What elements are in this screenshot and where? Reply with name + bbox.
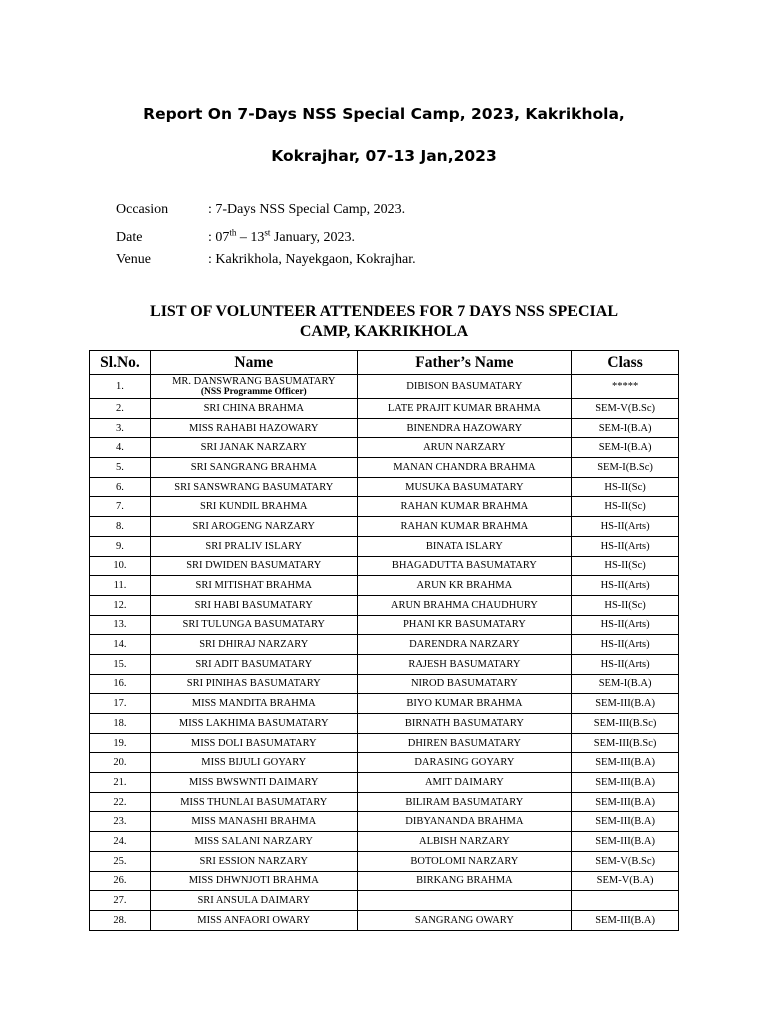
cell-name-text: SRI AROGENG NARZARY bbox=[192, 520, 316, 532]
cell-sl-no bbox=[90, 595, 151, 615]
cell-class bbox=[572, 556, 679, 576]
cell-name-text: MISS RAHABI HAZOWARY bbox=[189, 422, 319, 434]
table-row bbox=[90, 576, 679, 596]
cell-name bbox=[150, 812, 357, 832]
cell-class-text: SEM-I(B.A) bbox=[598, 442, 652, 454]
cell-father-name-text: ARUN NARZARY bbox=[423, 442, 506, 454]
table-row bbox=[90, 871, 679, 891]
cell-class bbox=[572, 576, 679, 596]
cell-father-name-text: DIBISON BASUMATARY bbox=[406, 381, 523, 392]
cell-sl-no bbox=[90, 733, 151, 753]
cell-class-text: ***** bbox=[611, 381, 639, 392]
cell-father-name-text: DHIREN BASUMATARY bbox=[407, 737, 521, 749]
cell-name-text: MISS DHWNJOTI BRAHMA bbox=[188, 875, 319, 887]
cell-class bbox=[572, 694, 679, 714]
cell-name bbox=[150, 536, 357, 556]
cell-class-text: SEM-III(B.A) bbox=[595, 698, 655, 710]
cell-name bbox=[150, 773, 357, 793]
cell-name-text: MISS THUNLAI BASUMATARY bbox=[180, 796, 328, 808]
cell-name bbox=[150, 375, 357, 399]
table-row bbox=[90, 910, 679, 930]
table-row bbox=[90, 832, 679, 852]
table-row bbox=[90, 477, 679, 497]
cell-father-name bbox=[357, 674, 572, 694]
cell-sl-no-text: 7. bbox=[116, 501, 124, 513]
cell-father-name-text: AMIT DAIMARY bbox=[424, 776, 504, 788]
cell-sl-no-text: 15. bbox=[113, 658, 127, 670]
table-row bbox=[90, 399, 679, 419]
cell-father-name bbox=[357, 536, 572, 556]
cell-sl-no-text: 17. bbox=[113, 698, 127, 710]
cell-sl-no-text: 5. bbox=[116, 461, 124, 473]
cell-sl-no-text: 14. bbox=[113, 639, 127, 651]
cell-father-name-text: DIBYANANDA BRAHMA bbox=[405, 816, 524, 828]
cell-sl-no bbox=[90, 635, 151, 655]
cell-sl-no bbox=[90, 615, 151, 635]
cell-name-text: SRI HABI BASUMATARY bbox=[194, 599, 313, 611]
table-header-row bbox=[90, 351, 679, 375]
date-start-day: : 07 bbox=[208, 229, 230, 245]
cell-class bbox=[572, 714, 679, 734]
cell-class-text: SEM-V(B.A) bbox=[596, 875, 654, 887]
cell-father-name-text: MUSUKA BASUMATARY bbox=[405, 481, 524, 493]
cell-father-name-text: DARASING GOYARY bbox=[414, 757, 515, 769]
table-row bbox=[90, 851, 679, 871]
cell-sl-no bbox=[90, 458, 151, 478]
cell-name bbox=[150, 458, 357, 478]
cell-class-text: SEM-V(B.Sc) bbox=[595, 402, 655, 414]
table-row bbox=[90, 674, 679, 694]
table-row bbox=[90, 536, 679, 556]
cell-father-name bbox=[357, 438, 572, 458]
cell-father-name-text: BIRNATH BASUMATARY bbox=[404, 717, 524, 729]
cell-father-name-text: LATE PRAJIT KUMAR BRAHMA bbox=[387, 402, 541, 414]
cell-name bbox=[150, 792, 357, 812]
cell-class bbox=[572, 891, 679, 911]
cell-class bbox=[572, 438, 679, 458]
cell-class-text: SEM-III(B.Sc) bbox=[593, 737, 657, 749]
cell-class-text: SEM-III(B.A) bbox=[595, 914, 655, 926]
date-row bbox=[116, 227, 355, 246]
cell-sl-no-text: 13. bbox=[113, 619, 127, 631]
cell-name-text: MISS BWSWNTI DAIMARY bbox=[189, 776, 319, 788]
venue-label: Venue bbox=[116, 252, 151, 267]
cell-name-text: SRI MITISHAT BRAHMA bbox=[195, 580, 313, 592]
cell-sl-no bbox=[90, 556, 151, 576]
cell-sl-no bbox=[90, 753, 151, 773]
cell-father-name bbox=[357, 615, 572, 635]
cell-father-name bbox=[357, 792, 572, 812]
cell-class bbox=[572, 753, 679, 773]
cell-name bbox=[150, 871, 357, 891]
cell-father-name bbox=[357, 418, 572, 438]
cell-father-name-text: BINATA ISLARY bbox=[425, 540, 503, 552]
date-label: Date bbox=[116, 229, 143, 245]
cell-father-name-text: BILIRAM BASUMATARY bbox=[405, 796, 524, 808]
cell-name bbox=[150, 615, 357, 635]
report-title-line2: Kokrajhar, 07-13 Jan,2023 bbox=[271, 147, 497, 165]
cell-father-name bbox=[357, 654, 572, 674]
cell-father-name bbox=[357, 871, 572, 891]
cell-name-text: MR. DANSWRANG BASUMATARY bbox=[172, 376, 336, 387]
cell-class-text: SEM-III(B.Sc) bbox=[593, 717, 657, 729]
cell-father-name-text: PHANI KR BASUMATARY bbox=[402, 619, 526, 631]
cell-class-text: HS-II(Arts) bbox=[600, 639, 650, 651]
cell-father-name-text: ARUN BRAHMA CHAUDHURY bbox=[390, 599, 538, 611]
cell-father-name bbox=[357, 595, 572, 615]
cell-father-name bbox=[357, 851, 572, 871]
list-heading-line1: LIST OF VOLUNTEER ATTENDEES FOR 7 DAYS NSS SPECIAL bbox=[150, 303, 618, 320]
cell-father-name-text: DARENDRA NARZARY bbox=[409, 639, 520, 651]
cell-father-name-text: ALBISH NARZARY bbox=[419, 835, 510, 847]
cell-sl-no bbox=[90, 851, 151, 871]
cell-name bbox=[150, 910, 357, 930]
cell-class bbox=[572, 517, 679, 537]
cell-name bbox=[150, 694, 357, 714]
cell-name bbox=[150, 477, 357, 497]
cell-name-text: MISS MANASHI BRAHMA bbox=[191, 816, 317, 828]
cell-name-text: MISS LAKHIMA BASUMATARY bbox=[178, 717, 329, 729]
cell-name bbox=[150, 556, 357, 576]
header-father-name: Father’s Name bbox=[357, 351, 572, 375]
cell-name bbox=[150, 635, 357, 655]
cell-class bbox=[572, 497, 679, 517]
cell-sl-no bbox=[90, 832, 151, 852]
table-row bbox=[90, 418, 679, 438]
cell-father-name bbox=[357, 891, 572, 911]
cell-sl-no-text: 2. bbox=[116, 402, 124, 414]
cell-father-name bbox=[357, 832, 572, 852]
venue-row bbox=[116, 252, 416, 268]
cell-class-text: SEM-I(B.Sc) bbox=[597, 461, 653, 473]
cell-name-text: SRI CHINA BRAHMA bbox=[203, 402, 304, 414]
cell-sl-no bbox=[90, 910, 151, 930]
cell-class-text: HS-II(Arts) bbox=[600, 619, 650, 631]
table-row bbox=[90, 497, 679, 517]
date-month-year: January, 2023. bbox=[270, 229, 356, 245]
cell-class-text: SEM-III(B.A) bbox=[595, 796, 655, 808]
cell-sl-no-text: 9. bbox=[116, 540, 124, 552]
cell-name bbox=[150, 418, 357, 438]
cell-father-name bbox=[357, 714, 572, 734]
table-row bbox=[90, 891, 679, 911]
cell-name bbox=[150, 714, 357, 734]
table-row bbox=[90, 635, 679, 655]
cell-father-name-text: RAHAN KUMAR BRAHMA bbox=[400, 501, 529, 513]
cell-name-text: SRI ESSION NARZARY bbox=[199, 855, 309, 867]
cell-class bbox=[572, 536, 679, 556]
cell-name-text: SRI SANGRANG BRAHMA bbox=[190, 461, 317, 473]
cell-class bbox=[572, 812, 679, 832]
cell-name bbox=[150, 753, 357, 773]
cell-class bbox=[572, 595, 679, 615]
cell-father-name bbox=[357, 694, 572, 714]
cell-class bbox=[572, 674, 679, 694]
cell-father-name bbox=[357, 733, 572, 753]
cell-name-text: SRI TULUNGA BASUMATARY bbox=[182, 619, 326, 631]
cell-father-name bbox=[357, 497, 572, 517]
header-sl-no: Sl.No. bbox=[90, 351, 151, 375]
date-end-day: – 13 bbox=[236, 229, 265, 245]
table-row bbox=[90, 792, 679, 812]
cell-sl-no bbox=[90, 438, 151, 458]
date-start-suffix: th bbox=[229, 227, 237, 237]
cell-father-name-text: SANGRANG OWARY bbox=[414, 914, 514, 926]
cell-class bbox=[572, 654, 679, 674]
cell-class-text: HS-II(Sc) bbox=[604, 599, 646, 611]
cell-father-name bbox=[357, 910, 572, 930]
cell-name-text: SRI KUNDIL BRAHMA bbox=[199, 501, 308, 513]
table-row bbox=[90, 438, 679, 458]
cell-class bbox=[572, 871, 679, 891]
cell-class bbox=[572, 792, 679, 812]
table-row bbox=[90, 556, 679, 576]
cell-name-text: SRI ADIT BASUMATARY bbox=[195, 658, 313, 670]
cell-class-text: HS-II(Arts) bbox=[600, 540, 650, 552]
cell-father-name bbox=[357, 773, 572, 793]
table-row bbox=[90, 615, 679, 635]
cell-name-text: SRI PINIHAS BASUMATARY bbox=[186, 678, 321, 690]
cell-father-name-text: BINENDRA HAZOWARY bbox=[406, 422, 523, 434]
cell-father-name bbox=[357, 556, 572, 576]
cell-father-name-text: MANAN CHANDRA BRAHMA bbox=[393, 461, 536, 473]
cell-name-text: SRI JANAK NARZARY bbox=[200, 442, 307, 454]
cell-sl-no bbox=[90, 792, 151, 812]
table-row bbox=[90, 517, 679, 537]
cell-sl-no bbox=[90, 418, 151, 438]
table-row bbox=[90, 458, 679, 478]
cell-father-name-text: RAHAN KUMAR BRAHMA bbox=[400, 520, 529, 532]
cell-father-name-text: BIRKANG BRAHMA bbox=[416, 875, 513, 887]
cell-class bbox=[572, 458, 679, 478]
cell-class-text: SEM-I(B.A) bbox=[598, 678, 652, 690]
cell-name-text: SRI ANSULA DAIMARY bbox=[197, 895, 311, 907]
cell-name bbox=[150, 399, 357, 419]
cell-father-name bbox=[357, 635, 572, 655]
table-row bbox=[90, 812, 679, 832]
cell-name-text: MISS BIJULI GOYARY bbox=[201, 757, 307, 769]
cell-sl-no bbox=[90, 773, 151, 793]
cell-father-name bbox=[357, 753, 572, 773]
table-row bbox=[90, 714, 679, 734]
cell-class-text: HS-II(Arts) bbox=[600, 580, 650, 592]
report-title-line1: Report On 7-Days NSS Special Camp, 2023, Kakrikhola, bbox=[143, 105, 625, 123]
cell-name-text: MISS MANDITA BRAHMA bbox=[191, 698, 316, 710]
cell-sl-no-text: 21. bbox=[113, 776, 127, 788]
cell-name-text: MISS DOLI BASUMATARY bbox=[190, 737, 317, 749]
cell-father-name bbox=[357, 517, 572, 537]
cell-class bbox=[572, 635, 679, 655]
cell-class bbox=[572, 399, 679, 419]
date-value bbox=[208, 227, 356, 245]
cell-sl-no bbox=[90, 654, 151, 674]
cell-sl-no-text: 6. bbox=[116, 481, 124, 493]
cell-name-text: SRI SANSWRANG BASUMATARY bbox=[174, 481, 334, 493]
attendees-table bbox=[89, 350, 679, 931]
cell-sl-no bbox=[90, 871, 151, 891]
cell-class bbox=[572, 773, 679, 793]
cell-sl-no-text: 18. bbox=[113, 717, 127, 729]
cell-class-text: HS-II(Sc) bbox=[604, 560, 646, 572]
cell-sl-no bbox=[90, 497, 151, 517]
cell-sl-no-text: 10. bbox=[113, 560, 127, 572]
cell-class-text: SEM-III(B.A) bbox=[595, 776, 655, 788]
cell-class-text: HS-II(Sc) bbox=[604, 481, 646, 493]
cell-name-text: MISS SALANI NARZARY bbox=[194, 835, 313, 847]
table-row bbox=[90, 654, 679, 674]
cell-father-name-text: ARUN KR BRAHMA bbox=[416, 580, 513, 592]
cell-father-name bbox=[357, 576, 572, 596]
cell-sl-no-text: 12. bbox=[113, 599, 127, 611]
cell-class-text: HS-II(Arts) bbox=[600, 520, 650, 532]
cell-class-text: SEM-V(B.Sc) bbox=[595, 855, 655, 867]
cell-name bbox=[150, 576, 357, 596]
cell-class bbox=[572, 910, 679, 930]
cell-father-name-text: RAJESH BASUMATARY bbox=[408, 658, 521, 670]
cell-name-text: SRI PRALIV ISLARY bbox=[205, 540, 303, 552]
cell-father-name bbox=[357, 477, 572, 497]
header-name: Name bbox=[150, 351, 357, 375]
cell-name-text: MISS ANFAORI OWARY bbox=[197, 914, 311, 926]
cell-sl-no-text: 26. bbox=[113, 875, 127, 887]
cell-father-name-text: BIYO KUMAR BRAHMA bbox=[406, 698, 523, 710]
cell-sl-no-text: 22. bbox=[113, 796, 127, 808]
cell-sl-no bbox=[90, 477, 151, 497]
cell-father-name bbox=[357, 399, 572, 419]
table-row bbox=[90, 733, 679, 753]
cell-class bbox=[572, 832, 679, 852]
cell-name bbox=[150, 733, 357, 753]
cell-name-note: (NSS Programme Officer) bbox=[200, 387, 307, 397]
cell-sl-no-text: 24. bbox=[113, 835, 127, 847]
cell-name bbox=[150, 891, 357, 911]
cell-sl-no bbox=[90, 674, 151, 694]
venue-value: : Kakrikhola, Nayekgaon, Kokrajhar. bbox=[208, 252, 416, 267]
cell-sl-no bbox=[90, 812, 151, 832]
cell-class bbox=[572, 375, 679, 399]
cell-sl-no bbox=[90, 694, 151, 714]
cell-sl-no bbox=[90, 576, 151, 596]
cell-sl-no-text: 25. bbox=[113, 855, 127, 867]
cell-class bbox=[572, 477, 679, 497]
cell-class-text: HS-II(Sc) bbox=[604, 501, 646, 513]
cell-sl-no bbox=[90, 517, 151, 537]
list-heading-line2: CAMP, KAKRIKHOLA bbox=[299, 323, 469, 340]
cell-sl-no-text: 16. bbox=[113, 678, 127, 690]
cell-sl-no-text: 28. bbox=[113, 914, 127, 926]
cell-class bbox=[572, 418, 679, 438]
table-row bbox=[90, 773, 679, 793]
table-row bbox=[90, 375, 679, 399]
table-row bbox=[90, 595, 679, 615]
cell-father-name-text: BHAGADUTTA BASUMATARY bbox=[391, 560, 537, 572]
cell-name bbox=[150, 832, 357, 852]
cell-class bbox=[572, 851, 679, 871]
cell-class-text: HS-II(Arts) bbox=[600, 658, 650, 670]
cell-class bbox=[572, 615, 679, 635]
cell-class bbox=[572, 733, 679, 753]
cell-name bbox=[150, 438, 357, 458]
cell-sl-no bbox=[90, 399, 151, 419]
cell-name bbox=[150, 851, 357, 871]
cell-name bbox=[150, 654, 357, 674]
cell-sl-no bbox=[90, 891, 151, 911]
cell-father-name-text: BOTOLOMI NARZARY bbox=[410, 855, 519, 867]
cell-class-text: SEM-III(B.A) bbox=[595, 757, 655, 769]
cell-sl-no-text: 1. bbox=[116, 381, 124, 392]
cell-name-text: SRI DWIDEN BASUMATARY bbox=[186, 560, 322, 572]
cell-sl-no bbox=[90, 375, 151, 399]
cell-father-name bbox=[357, 458, 572, 478]
table-row bbox=[90, 753, 679, 773]
cell-sl-no-text: 11. bbox=[113, 580, 127, 592]
cell-class-text: SEM-I(B.A) bbox=[598, 422, 652, 434]
list-heading bbox=[0, 302, 768, 342]
cell-name bbox=[150, 517, 357, 537]
date-end-suffix: st bbox=[264, 227, 271, 237]
occasion-row bbox=[116, 202, 405, 218]
cell-sl-no-text: 4. bbox=[116, 442, 124, 454]
cell-name-text: SRI DHIRAJ NARZARY bbox=[199, 639, 309, 651]
cell-sl-no-text: 20. bbox=[113, 757, 127, 769]
cell-sl-no-text: 23. bbox=[113, 816, 127, 828]
cell-name bbox=[150, 497, 357, 517]
cell-sl-no bbox=[90, 536, 151, 556]
header-class: Class bbox=[572, 351, 679, 375]
cell-father-name bbox=[357, 812, 572, 832]
cell-sl-no-text: 8. bbox=[116, 520, 124, 532]
occasion-label: Occasion bbox=[116, 202, 169, 217]
cell-sl-no bbox=[90, 714, 151, 734]
occasion-value: : 7-Days NSS Special Camp, 2023. bbox=[208, 202, 406, 217]
cell-sl-no-text: 3. bbox=[116, 422, 124, 434]
cell-sl-no-text: 19. bbox=[113, 737, 127, 749]
table-row bbox=[90, 694, 679, 714]
cell-father-name-text: NIROD BASUMATARY bbox=[410, 678, 518, 690]
cell-class-text: SEM-III(B.A) bbox=[595, 835, 655, 847]
cell-sl-no-text: 27. bbox=[113, 895, 127, 907]
cell-name bbox=[150, 674, 357, 694]
cell-father-name bbox=[357, 375, 572, 399]
cell-class-text: SEM-III(B.A) bbox=[595, 816, 655, 828]
cell-name bbox=[150, 595, 357, 615]
